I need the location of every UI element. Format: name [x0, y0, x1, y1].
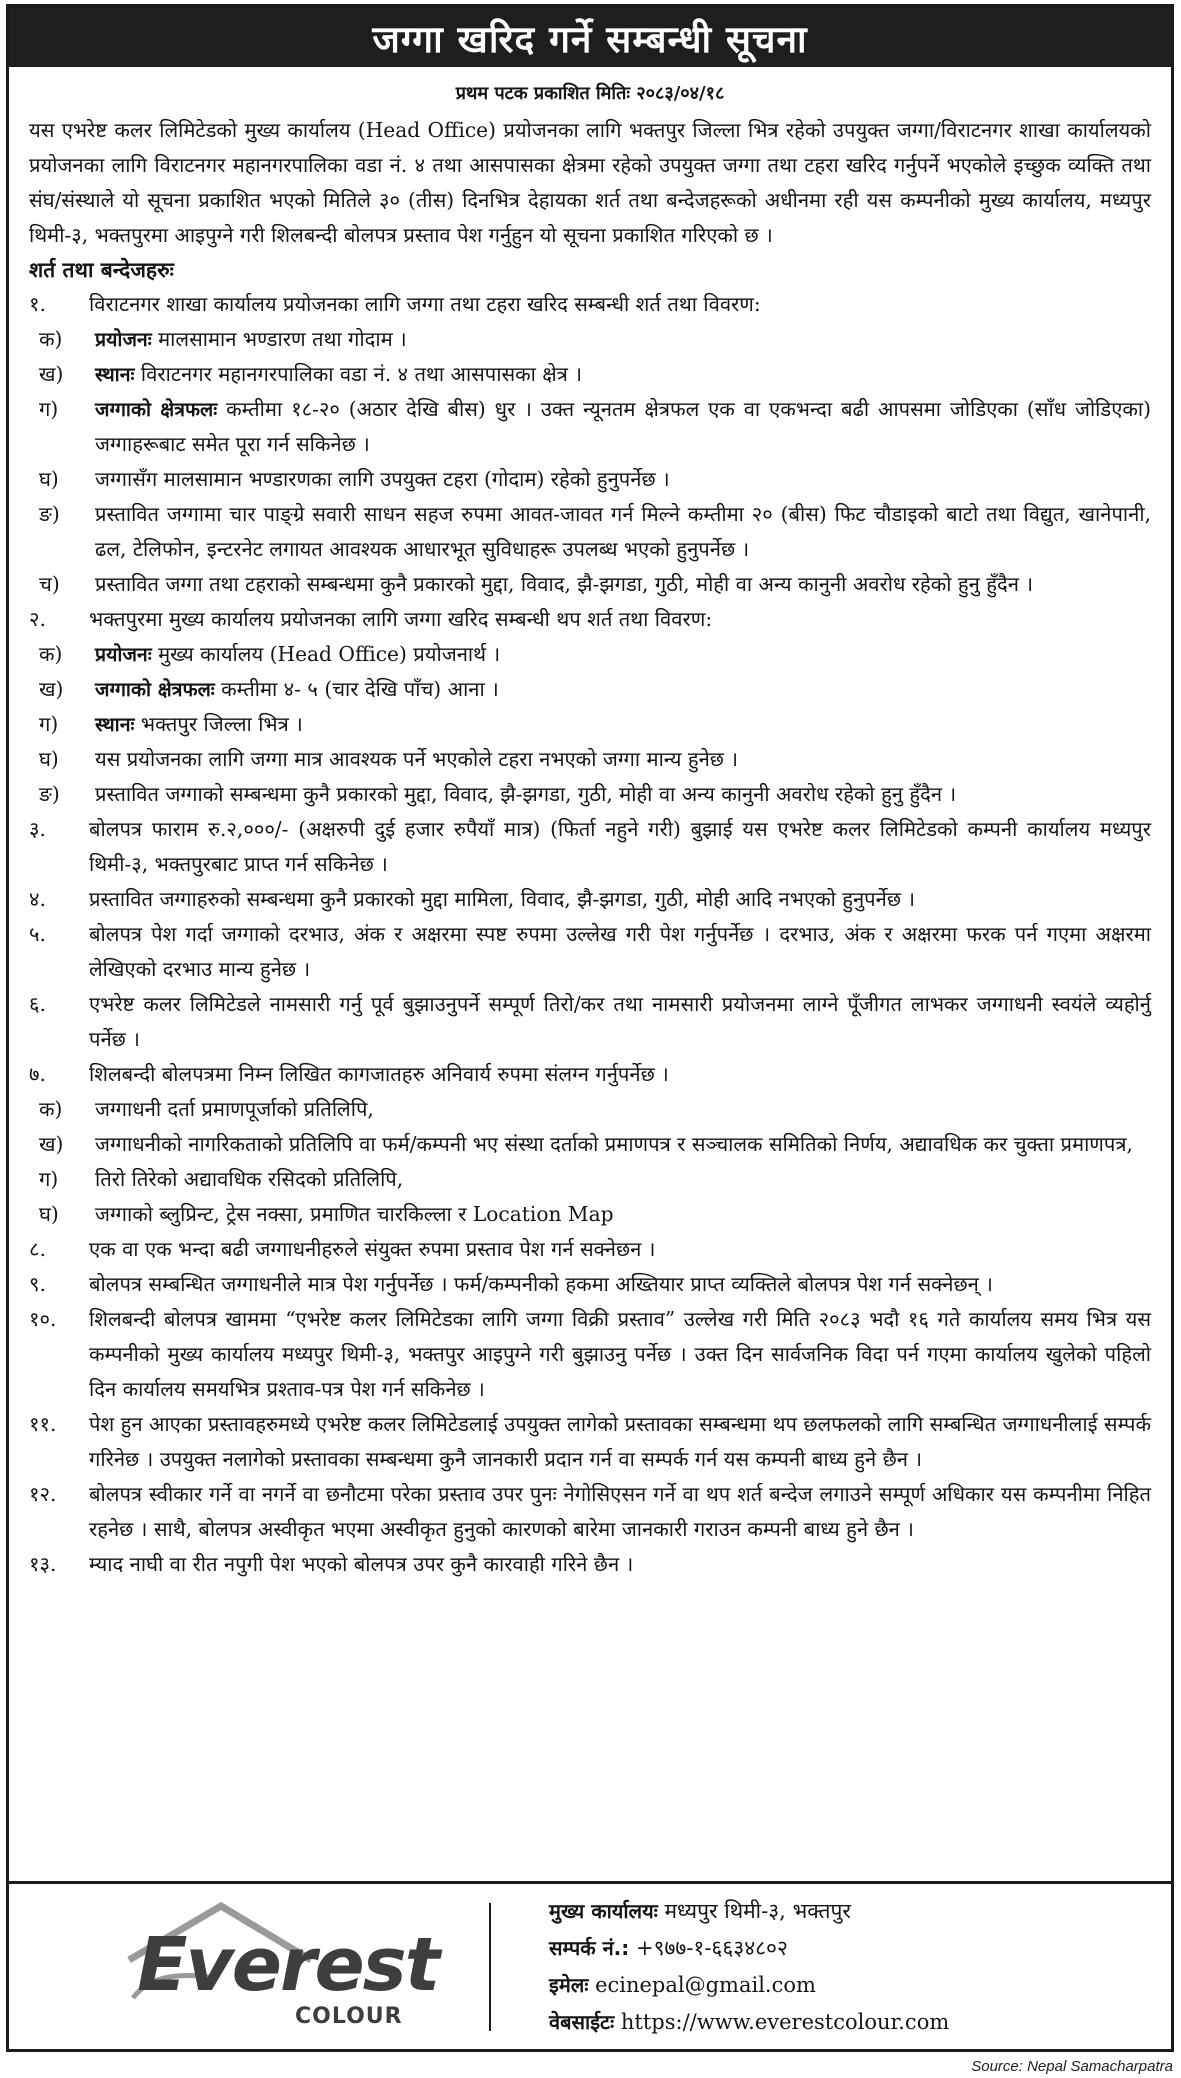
subterm-body: कम्तीमा १८-२० (अठार देखि बीस) धुर । उक्त न्यूनतम क्षेत्रफल एक वा एकभन्दा बढी आपसमा जोडिएका (साँध जोडिएका) जग्गाहरूबाट समेत पूरा गर्न सकिनेछ । — [95, 397, 1151, 456]
email-value[interactable]: ecinepal@gmail.com — [595, 1972, 816, 1997]
subterm-label: स्थानः — [95, 363, 135, 386]
term-item — [29, 1547, 1151, 1582]
subterm-text — [95, 637, 1151, 672]
website-row — [549, 2004, 949, 2041]
term-number: १. — [29, 292, 46, 316]
subterm-letter: घ) — [39, 747, 59, 771]
subterm-body: भक्तपुर जिल्ला भित्र । — [134, 712, 303, 736]
term-item — [29, 917, 1151, 987]
term-number: २. — [29, 607, 46, 631]
subterm-letter: ग) — [39, 1167, 59, 1191]
subterm-text — [95, 742, 1151, 777]
term-text: बोलपत्र पेश गर्दा जग्गाको दरभाउ, अंक र अक्षरमा स्पष्ट रुपमा उल्लेख गरी पेश गर्नुपर्नेछ । दरभाउ, अंक र अक्षरमा फरक पर्न गएमा अक्षरमा लेखिएको दरभाउ मान्य हुनेछ । — [89, 922, 1151, 981]
subterm-item — [29, 567, 1151, 602]
notice-body — [9, 113, 1171, 1582]
subterm-body: जग्गाधनीको नागरिकताको प्रतिलिपि वा फर्म/कम्पनी भए संस्था दर्ताको प्रमाणपत्र र सञ्चालक समितिको निर्णय, अद्यावधिक कर चुक्ता प्रमाणपत्र, — [95, 1132, 1133, 1156]
subterm-label: प्रयोजनः — [95, 643, 152, 666]
subterm-item — [29, 1092, 1151, 1127]
subterm-body: प्रस्तावित जग्गामा चार पाङ्ग्रे सवारी साधन सहज रुपमा आवत-जावत गर्न मिल्ने कम्तीमा २० (बीस) फिट चौडाइको बाटो तथा विद्युत, खानेपानी, ढल, टेलिफोन, इन्टरनेट लगायत आवश्यक आधारभूत सुविधाहरू उपलब्ध भएको हुनुपर्नेछ । — [95, 502, 1151, 561]
subterm-text — [95, 1127, 1151, 1162]
publication-line — [9, 81, 1171, 105]
contact-block — [491, 1893, 949, 2041]
term-item — [29, 1057, 1151, 1092]
subterm-item — [29, 672, 1151, 707]
term-item — [29, 287, 1151, 322]
notice-title: जग्गा खरिद गर्ने सम्बन्धी सूचना — [9, 7, 1171, 67]
term-item — [29, 602, 1151, 637]
subterm-letter: घ) — [39, 467, 59, 491]
subterm-label: जग्गाको क्षेत्रफलः — [95, 398, 218, 421]
subterm-letter: ख) — [39, 1132, 64, 1156]
term-text: एभरेष्ट कलर लिमिटेडले नामसारी गर्नु पूर्व बुझाउनुपर्ने सम्पूर्ण तिरो/कर तथा नामसारी प्रयोजनमा लाग्ने पूँजीगत लाभकर जग्गाधनी स्वयंले व्यहोर्नु पर्नेछ । — [89, 992, 1151, 1051]
subterm-label: प्रयोजनः — [95, 328, 152, 351]
phone-value: +९७७-१-६६३४८०२ — [635, 1935, 788, 1960]
term-number: ५. — [29, 922, 46, 946]
term-item — [29, 882, 1151, 917]
subterm-item — [29, 1127, 1151, 1162]
subterm-text — [95, 777, 1151, 812]
subterm-item — [29, 357, 1151, 392]
term-text: बोलपत्र सम्बन्धित जग्गाधनीले मात्र पेश गर्नुपर्नेछ । फर्म/कम्पनीको हकमा अख्तियार प्राप्त व्यक्तिले बोलपत्र पेश गर्न सक्नेछन् । — [89, 1272, 993, 1296]
subterm-letter: घ) — [39, 1202, 59, 1226]
notice-footer — [9, 1881, 1171, 2049]
term-item — [29, 1267, 1151, 1302]
term-text: म्याद नाघी वा रीत नपुगी पेश भएको बोलपत्र उपर कुनै कारवाही गरिने छैन । — [89, 1552, 634, 1576]
subterm-letter: च) — [39, 572, 60, 596]
term-number: ११. — [29, 1412, 57, 1436]
term-item — [29, 812, 1151, 882]
term-item — [29, 987, 1151, 1057]
subterm-text — [95, 497, 1151, 567]
subterm-text — [95, 462, 1151, 497]
subterm-label: जग्गाको क्षेत्रफलः — [95, 678, 215, 701]
subterm-text — [95, 1092, 1151, 1127]
office-label: मुख्य कार्यालयः — [549, 1898, 658, 1923]
subterm-text — [95, 1197, 1151, 1232]
term-text: पेश हुन आएका प्रस्तावहरुमध्ये एभरेष्ट कलर लिमिटेडलाई उपयुक्त लागेको प्रस्तावका सम्बन्धमा थप छलफलको लागि सम्बन्धित जग्गाधनीलाई सम्पर्क गरिनेछ । उपयुक्त नलागेको प्रस्तावका सम्बन्धमा कुनै जानकारी प्रदान गर्न वा सम्पर्क गर्न यस कम्पनी बाध्य हुने छैन । — [89, 1412, 1151, 1471]
logo-subtitle: COLOUR — [295, 2004, 403, 2029]
subterm-letter: ङ) — [39, 502, 60, 526]
subterm-label: स्थानः — [95, 713, 135, 736]
subterm-item — [29, 322, 1151, 357]
term-text: भक्तपुरमा मुख्य कार्यालय प्रयोजनका लागि जग्गा खरिद सम्बन्धी थप शर्त तथा विवरण: — [89, 607, 713, 631]
subterm-body: प्रस्तावित जग्गा तथा टहराको सम्बन्धमा कुनै प्रकारको मुद्दा, विवाद, झै-झगडा, गुठी, मोही वा अन्य कानुनी अवरोध रहेको हुनु हुँदैन । — [95, 572, 1033, 596]
subterm-item — [29, 462, 1151, 497]
term-text: एक वा एक भन्दा बढी जग्गाधनीहरुले संयुक्त रुपमा प्रस्ताव पेश गर्न सक्नेछन । — [89, 1237, 656, 1261]
subterm-text — [95, 392, 1151, 462]
office-value: मध्यपुर थिमी-३, भक्तपुर — [664, 1898, 851, 1923]
subterm-text — [95, 1162, 1151, 1197]
subterm-item — [29, 497, 1151, 567]
subterm-text — [95, 707, 1151, 742]
notice-frame — [6, 4, 1174, 2052]
email-row — [549, 1967, 949, 2004]
publication-date: २०८३/०४/१८ — [636, 83, 725, 104]
subterm-item — [29, 707, 1151, 742]
company-logo — [9, 1884, 489, 2049]
subterm-letter: ग) — [39, 397, 59, 421]
subterm-body: यस प्रयोजनका लागि जग्गा मात्र आवश्यक पर्ने भएकोले टहरा नभएको जग्गा मान्य हुनेछ । — [95, 747, 739, 771]
office-row — [549, 1893, 949, 1930]
publication-label: प्रथम पटक प्रकाशित मितिः — [455, 83, 630, 104]
subterm-item — [29, 392, 1151, 462]
term-number: ३. — [29, 817, 46, 841]
term-number: १२. — [29, 1482, 57, 1506]
term-number: ४. — [29, 887, 46, 911]
term-text: प्रस्तावित जग्गाहरुको सम्बन्धमा कुनै प्रकारको मुद्दा मामिला, विवाद, झै-झगडा, गुठी, मोही आदि नभएको हुनुपर्नेछ । — [89, 887, 916, 911]
subterm-letter: क) — [39, 1097, 63, 1121]
term-item — [29, 1302, 1151, 1407]
subterm-body: कम्तीमा ४- ५ (चार देखि पाँच) आना । — [214, 677, 499, 701]
term-number: ६. — [29, 992, 46, 1016]
subterm-item — [29, 742, 1151, 777]
term-text: बोलपत्र स्वीकार गर्ने वा नगर्ने वा छनौटमा परेका प्रस्ताव उपर पुनः नेगोसिएसन गर्ने वा थप शर्त बन्देज लगाउने सम्पूर्ण अधिकार यस कम्पनीमा निहित रहनेछ । साथै, बोलपत्र अस्वीकृत भएमा अस्वीकृत हुनुको कारणको बारेमा जानकारी गराउन कम्पनी बाध्य हुने छैन । — [89, 1482, 1151, 1541]
subterm-body: जग्गाको ब्लुप्रिन्ट, ट्रेस नक्सा, प्रमाणित चारकिल्ला र Location Map — [95, 1202, 614, 1226]
term-number: १३. — [29, 1552, 57, 1576]
terms-list — [29, 287, 1151, 1582]
subterm-letter: ख) — [39, 677, 64, 701]
source-credit: Source: Nepal Samacharpatra — [971, 2058, 1173, 2075]
phone-row — [549, 1930, 949, 1967]
email-label: इमेलः — [549, 1972, 589, 1997]
subterm-letter: ख) — [39, 362, 64, 386]
subterm-body: तिरो तिरेको अद्यावधिक रसिदको प्रतिलिपि, — [95, 1167, 404, 1191]
term-text: विराटनगर शाखा कार्यालय प्रयोजनका लागि जग्गा तथा टहरा खरिद सम्बन्धी शर्त तथा विवरण: — [89, 292, 761, 316]
subterm-body: जग्गाधनी दर्ता प्रमाणपूर्जाको प्रतिलिपि, — [95, 1097, 374, 1121]
subterm-body: विराटनगर महानगरपालिका वडा नं. ४ तथा आसपासका क्षेत्र । — [134, 362, 582, 386]
subterm-letter: ङ) — [39, 782, 60, 806]
subterm-letter: क) — [39, 327, 63, 351]
subterm-text — [95, 567, 1151, 602]
phone-label: सम्पर्क नं.: — [549, 1935, 630, 1960]
subterm-item — [29, 1197, 1151, 1232]
term-number: ७. — [29, 1062, 46, 1086]
subterm-letter: क) — [39, 642, 63, 666]
logo-wordmark: Everest — [137, 1922, 439, 2008]
subterm-body: जग्गासँग मालसामान भण्डारणका लागि उपयुक्त टहरा (गोदाम) रहेको हुनुपर्नेछ । — [95, 467, 670, 491]
subterm-body: मालसामान भण्डारण तथा गोदाम । — [151, 327, 407, 351]
term-item — [29, 1407, 1151, 1477]
subterm-body: मुख्य कार्यालय (Head Office) प्रयोजनार्थ । — [151, 642, 501, 666]
subterm-item — [29, 1162, 1151, 1197]
intro-paragraph: यस एभरेष्ट कलर लिमिटेडको मुख्य कार्यालय (Head Office) प्रयोजनका लागि भक्तपुर जिल्ला भित्र रहेको उपयुक्त जग्गा/विराटनगर शाखा कार्यालयको प्रयोजनका लागि विराटनगर महानगरपालिका वडा नं. ४ तथा आसपासका क्षेत्रमा रहेको उपयुक्त जग्गा तथा टहरा खरिद गर्नुपर्ने भएकोले इच्छुक व्यक्ति तथा संघ/संस्थाले यो सूचना प्रकाशित भएको मितिले ३० (तीस) दिनभित्र देहायका शर्त तथा बन्देजहरूको अधीनमा रही यस कम्पनीको मुख्य कार्यालय, मध्यपुर थिमी-३, भक्तपुरमा आइपुग्ने गरी शिलबन्दी बोलपत्र प्रस्ताव पेश गर्नुहुन यो सूचना प्रकाशित गरिएको छ । — [29, 118, 1151, 247]
term-item — [29, 1477, 1151, 1547]
term-text: बोलपत्र फाराम रु.२,०००/- (अक्षरुपी दुई हजार रुपैयाँ मात्र) (फिर्ता नहुने गरी) बुझाई यस एभरेष्ट कलर लिमिटेडको कम्पनी कार्यालय मध्यपुर थिमी-३, भक्तपुरबाट प्राप्त गर्न सकिनेछ । — [89, 817, 1151, 876]
subterm-letter: ग) — [39, 712, 59, 736]
subterm-item — [29, 777, 1151, 812]
term-text: शिलबन्दी बोलपत्र खाममा “एभरेष्ट कलर लिमिटेडका लागि जग्गा विक्री प्रस्ताव” उल्लेख गरी मिति २०८३ भदौ १६ गते कार्यालय समय भित्र यस कम्पनीको मुख्य कार्यालय मध्यपुर थिमी-३, भक्तपुर आइपुग्ने गरी बुझाउनु पर्नेछ । उक्त दिन सार्वजनिक विदा पर्न गएमा कार्यालय खुलेको पहिलो दिन कार्यालय समयभित्र प्रश्ताव-पत्र पेश गर्न सकिनेछ । — [89, 1307, 1151, 1401]
term-number: १०. — [29, 1307, 57, 1331]
subterm-text — [95, 322, 1151, 357]
website-value[interactable]: https://www.everestcolour.com — [620, 2009, 950, 2034]
subterm-body: प्रस्तावित जग्गाको सम्बन्धमा कुनै प्रकारको मुद्दा, विवाद, झै-झगडा, गुठी, मोही वा अन्य कानुनी अवरोध रहेको हुनु हुँदैन । — [95, 782, 957, 806]
term-text: शिलबन्दी बोलपत्रमा निम्न लिखित कागजातहरु अनिवार्य रुपमा संलग्न गर्नुपर्नेछ । — [89, 1062, 669, 1086]
term-item — [29, 1232, 1151, 1267]
term-number: ९. — [29, 1272, 46, 1296]
term-number: ८. — [29, 1237, 46, 1261]
subterm-text — [95, 672, 1151, 707]
subterm-item — [29, 637, 1151, 672]
terms-heading: शर्त तथा बन्देजहरुः — [29, 258, 174, 282]
subterm-text — [95, 357, 1151, 392]
website-label: वेबसाईटः — [549, 2009, 615, 2034]
